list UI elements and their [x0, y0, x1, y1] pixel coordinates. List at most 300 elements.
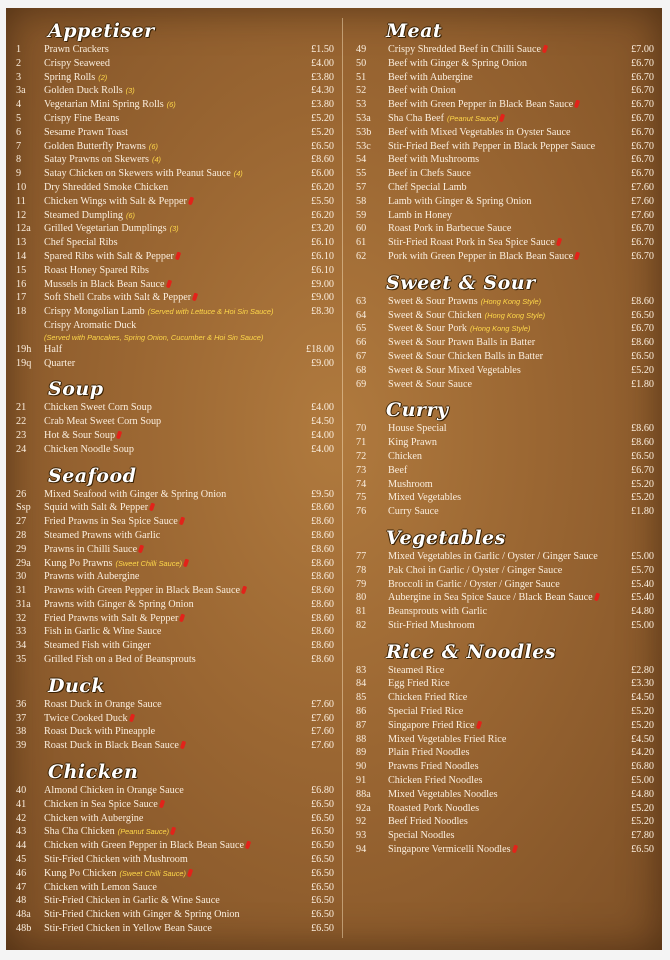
- section-title: Appetiser: [48, 20, 155, 42]
- item-name: Crispy Aromatic Duck: [44, 319, 137, 331]
- item-name-wrap: [388, 505, 631, 519]
- item-number: 3: [16, 71, 22, 83]
- item-price: £6.20: [311, 209, 334, 221]
- menu-item: [10, 112, 338, 126]
- item-name-wrap: [44, 653, 311, 667]
- item-name: Fried Prawns in Sea Spice Sauce: [44, 516, 178, 528]
- chilli-icon: [128, 713, 134, 722]
- item-number: 39: [16, 740, 27, 752]
- item-number: 55: [356, 168, 367, 180]
- menu-item: [10, 84, 338, 98]
- menu-item: [10, 140, 338, 154]
- item-number: 88a: [356, 788, 371, 800]
- item-name-wrap: [388, 98, 631, 112]
- section-title: Vegetables: [386, 526, 506, 549]
- item-name-wrap: [388, 222, 631, 236]
- item-name-wrap: [44, 698, 311, 712]
- item-price: £5.00: [631, 619, 654, 631]
- item-price: £6.50: [631, 450, 654, 462]
- item-name-wrap: [44, 598, 311, 612]
- item-price: £5.40: [631, 578, 654, 590]
- section-title: Curry: [386, 399, 449, 422]
- item-number: 50: [356, 57, 367, 69]
- item-name: Beef in Chefs Sauce: [388, 168, 471, 180]
- menu-item: [348, 436, 658, 450]
- item-price: £8.60: [311, 154, 334, 166]
- item-name-wrap: [44, 625, 311, 639]
- menu-item: [10, 501, 338, 515]
- item-name-wrap: [388, 705, 631, 719]
- item-name: Mixed Vegetables: [388, 492, 462, 504]
- item-name-wrap: [44, 71, 311, 85]
- item-price: £5.40: [631, 592, 654, 604]
- item-name-wrap: [44, 557, 311, 571]
- item-number: 68: [356, 364, 367, 376]
- item-name: Spared Ribs with Salt & Pepper: [44, 250, 174, 262]
- item-number: 9: [16, 168, 22, 180]
- item-number: 90: [356, 761, 367, 773]
- item-name: Stir-Fried Roast Pork in Sea Spice Sauce: [388, 237, 555, 249]
- chilli-icon: [165, 279, 171, 288]
- item-name-wrap: [388, 815, 631, 829]
- item-name-wrap: [44, 167, 311, 181]
- item-name: Pak Choi in Garlic / Oyster / Ginger Sauce: [388, 564, 563, 576]
- item-price: £8.60: [631, 337, 654, 349]
- item-name-wrap: [388, 84, 631, 98]
- item-price: £8.60: [311, 612, 334, 624]
- item-number: 21: [16, 402, 27, 414]
- item-number: 51: [356, 71, 367, 83]
- item-price: £8.60: [311, 502, 334, 514]
- item-name-wrap: [388, 350, 631, 364]
- chilli-icon: [180, 741, 186, 750]
- item-number: 10: [16, 181, 27, 193]
- item-name: House Special: [388, 423, 447, 435]
- item-price: £6.70: [631, 71, 654, 83]
- section-vegetables: [348, 526, 658, 633]
- item-number: 84: [356, 678, 367, 690]
- left-column: [10, 22, 338, 936]
- chilli-icon: [187, 868, 193, 877]
- item-name: Chicken with Lemon Sauce: [44, 881, 157, 893]
- item-number: 40: [16, 785, 27, 797]
- section-title: Soup: [48, 378, 104, 401]
- item-note: (6): [166, 100, 176, 110]
- item-note: (Hong Kong Style): [469, 324, 531, 334]
- menu-item: [10, 922, 338, 936]
- item-name-wrap: [44, 357, 311, 371]
- item-name-wrap: [44, 894, 311, 908]
- item-name: Sweet & Sour Chicken: [388, 309, 482, 321]
- item-name: Soft Shell Crabs with Salt & Pepper: [44, 292, 192, 304]
- item-name-wrap: [44, 126, 311, 140]
- item-number: 35: [16, 654, 27, 666]
- item-number: 52: [356, 85, 367, 97]
- item-name: Chef Special Ribs: [44, 237, 118, 249]
- menu-item: [348, 112, 658, 126]
- item-name-wrap: [44, 867, 311, 881]
- item-name: Beef with Mushrooms: [388, 154, 480, 166]
- item-price: £5.20: [631, 706, 654, 718]
- item-number: 60: [356, 223, 367, 235]
- item-price: £8.60: [311, 557, 334, 569]
- item-price: £8.60: [311, 598, 334, 610]
- section-title: Sweet & Sour: [386, 271, 536, 294]
- item-name-wrap: [44, 57, 311, 71]
- item-name-wrap: [44, 98, 311, 112]
- item-name: Lamb with Ginger & Spring Onion: [388, 195, 532, 207]
- item-name-wrap: [44, 584, 311, 598]
- item-price: £7.60: [631, 195, 654, 207]
- item-price: £8.60: [311, 529, 334, 541]
- item-number: 73: [356, 464, 367, 476]
- item-price: £6.70: [631, 237, 654, 249]
- item-name-wrap: [388, 112, 631, 126]
- item-note: (2): [98, 72, 108, 82]
- column-divider: [342, 18, 343, 938]
- item-price: £1.50: [311, 44, 334, 55]
- item-name-wrap: [44, 264, 311, 278]
- item-number: 69: [356, 378, 367, 390]
- item-note: (6): [148, 141, 158, 151]
- item-price: £8.60: [631, 437, 654, 449]
- menu-item: [10, 264, 338, 278]
- item-number: 28: [16, 529, 27, 541]
- item-number: 62: [356, 250, 367, 262]
- menu-page: [6, 8, 662, 950]
- item-number: 94: [356, 844, 367, 856]
- item-price: £4.80: [631, 788, 654, 800]
- item-number: 38: [16, 726, 27, 738]
- item-number: 61: [356, 237, 367, 249]
- item-number: 48b: [16, 923, 32, 935]
- item-name: Roast Duck in Orange Sauce: [44, 698, 162, 710]
- section-title: Duck: [48, 674, 106, 697]
- item-price: £9.50: [311, 488, 334, 500]
- item-name-wrap: [388, 564, 631, 578]
- menu-item: [10, 43, 338, 57]
- item-name: Beef with Ginger & Spring Onion: [388, 57, 527, 69]
- item-name-wrap: [44, 250, 311, 264]
- item-price: £5.20: [631, 364, 654, 376]
- menu-item: [348, 181, 658, 195]
- item-name: Mixed Vegetables Fried Rice: [388, 733, 507, 745]
- item-number: 3a: [16, 85, 26, 97]
- item-number: 5: [16, 112, 22, 124]
- item-name-wrap: [388, 464, 631, 478]
- item-name: Singapore Fried Rice: [388, 719, 475, 731]
- item-name: Prawns with Ginger & Spring Onion: [44, 598, 194, 610]
- menu-item: [348, 364, 658, 378]
- menu-item: [348, 84, 658, 98]
- item-number: 47: [16, 881, 27, 893]
- item-number: 87: [356, 719, 367, 731]
- item-name-wrap: [388, 57, 631, 71]
- item-name: Roast Duck with Pineapple: [44, 726, 156, 738]
- item-price: £6.50: [311, 840, 334, 852]
- item-number: 54: [356, 154, 367, 166]
- item-name-wrap: [388, 422, 631, 436]
- item-name: Special Noodles: [388, 830, 455, 842]
- item-name: Squid with Salt & Pepper: [44, 502, 149, 514]
- menu-item: [348, 167, 658, 181]
- item-name-wrap: [44, 153, 311, 167]
- item-note: (Peanut Sauce): [117, 827, 170, 837]
- menu-item: [348, 505, 658, 519]
- section-rice-and-noodles: [348, 640, 658, 857]
- item-price: £5.20: [631, 478, 654, 490]
- item-name: Chicken Wings with Salt & Pepper: [44, 195, 187, 207]
- item-price: £6.10: [311, 264, 334, 276]
- item-name-wrap: [44, 140, 311, 154]
- item-price: £2.80: [631, 664, 654, 676]
- item-name-wrap: [388, 181, 631, 195]
- item-number: 82: [356, 619, 367, 631]
- item-name-wrap: [44, 725, 311, 739]
- section-sweet-and-sour: [348, 271, 658, 392]
- chilli-icon: [170, 827, 176, 836]
- item-price: £4.30: [311, 85, 334, 97]
- item-name: Beef with Onion: [388, 85, 456, 97]
- item-price: £4.20: [631, 747, 654, 759]
- menu-item: [10, 529, 338, 543]
- item-number: 48a: [16, 909, 31, 921]
- chilli-icon: [116, 430, 122, 439]
- item-price: £6.70: [631, 99, 654, 111]
- item-name-wrap: [388, 295, 631, 309]
- item-name: Roast Honey Spared Ribs: [44, 264, 149, 276]
- item-name-wrap: [44, 429, 311, 443]
- menu-item: [348, 195, 658, 209]
- item-name-wrap: [44, 881, 311, 895]
- item-name: Crispy Mongolian Lamb: [44, 306, 145, 318]
- item-name: Kung Po Chicken: [44, 867, 117, 879]
- item-name: Aubergine in Sea Spice Sauce / Black Bean Sauce: [388, 592, 593, 604]
- menu-item: [348, 677, 658, 691]
- item-name: Stir-Fried Chicken in Garlic & Wine Sauce: [44, 895, 220, 907]
- item-price: £6.70: [631, 250, 654, 262]
- item-number: 75: [356, 492, 367, 504]
- item-price: £6.50: [311, 812, 334, 824]
- item-name-wrap: [388, 619, 631, 633]
- item-name: Vegetarian Mini Spring Rolls: [44, 99, 164, 111]
- menu-item: [348, 71, 658, 85]
- section-meat: [348, 22, 658, 264]
- menu-item: [10, 443, 338, 457]
- menu-item: [348, 153, 658, 167]
- item-number: 42: [16, 812, 27, 824]
- menu-item: [10, 825, 338, 839]
- item-note: (Hong Kong Style): [480, 296, 542, 306]
- menu-item: [348, 664, 658, 678]
- item-name: King Prawn: [388, 437, 437, 449]
- menu-item: [348, 250, 658, 264]
- menu-item: [10, 712, 338, 726]
- menu-item: [348, 140, 658, 154]
- item-name-wrap: [388, 236, 631, 250]
- chilli-icon: [138, 544, 144, 553]
- item-price: £7.60: [311, 712, 334, 724]
- item-price: £1.80: [631, 506, 654, 518]
- menu-item: [10, 639, 338, 653]
- menu-item: [10, 319, 338, 343]
- item-number: 31a: [16, 598, 31, 610]
- item-price: £6.70: [631, 464, 654, 476]
- chilli-icon: [475, 720, 481, 729]
- item-name-wrap: [388, 209, 631, 223]
- menu-item: [348, 843, 658, 857]
- item-name: Sweet & Sour Mixed Vegetables: [388, 364, 521, 376]
- item-name-wrap: [388, 719, 631, 733]
- item-price: £6.70: [631, 126, 654, 138]
- item-number: 86: [356, 706, 367, 718]
- item-name: Beef Fried Noodles: [388, 816, 468, 828]
- item-price: £8.60: [311, 654, 334, 666]
- item-price: £5.20: [631, 719, 654, 731]
- chilli-icon: [574, 252, 580, 261]
- menu-item: [348, 733, 658, 747]
- item-name-wrap: [388, 250, 631, 264]
- item-number: 89: [356, 747, 367, 759]
- item-name: Broccoli in Garlic / Oyster / Ginger Sauce: [388, 578, 560, 590]
- item-price: £8.60: [631, 295, 654, 307]
- item-name-wrap: [44, 443, 311, 457]
- item-name-wrap: [388, 43, 631, 57]
- menu-item: [348, 788, 658, 802]
- item-name: Mixed Vegetables Noodles: [388, 788, 498, 800]
- item-number: 26: [16, 488, 27, 500]
- menu-item: [10, 515, 338, 529]
- item-name-wrap: [388, 677, 631, 691]
- item-name: Chef Special Lamb: [388, 181, 467, 193]
- item-price: £5.20: [311, 112, 334, 124]
- item-name-wrap: [44, 195, 311, 209]
- item-name: Sesame Prawn Toast: [44, 126, 128, 138]
- item-name-wrap: [388, 774, 631, 788]
- item-name-wrap: [44, 236, 311, 250]
- item-number: 48: [16, 895, 27, 907]
- item-price: £6.70: [631, 168, 654, 180]
- item-price: £6.00: [311, 168, 334, 180]
- item-name: Stir-Fried Mushroom: [388, 619, 475, 631]
- item-number: 1: [16, 44, 22, 55]
- item-price: £6.10: [311, 237, 334, 249]
- item-name-wrap: [44, 812, 311, 826]
- item-number: 17: [16, 292, 27, 304]
- item-price: £7.60: [311, 698, 334, 710]
- item-name-wrap: [44, 784, 311, 798]
- item-name-wrap: [388, 153, 631, 167]
- item-name: Mushroom: [388, 478, 433, 490]
- chilli-icon: [179, 613, 185, 622]
- item-name: Mixed Seafood with Ginger & Spring Onion: [44, 488, 227, 500]
- item-price: £8.60: [311, 640, 334, 652]
- item-price: £5.00: [631, 550, 654, 562]
- menu-item: [348, 591, 658, 605]
- item-name-wrap: [44, 488, 311, 502]
- item-name: Beef with Aubergine: [388, 71, 473, 83]
- item-name: Chicken Sweet Corn Soup: [44, 402, 152, 414]
- item-name: Golden Duck Rolls: [44, 85, 123, 97]
- item-number: 23: [16, 429, 27, 441]
- item-number: 85: [356, 692, 367, 704]
- item-price: £7.00: [631, 44, 654, 55]
- menu-item: [348, 336, 658, 350]
- item-price: £6.50: [311, 140, 334, 152]
- menu-item: [10, 305, 338, 319]
- item-name-wrap: [44, 181, 311, 195]
- item-name: Dry Shredded Smoke Chicken: [44, 181, 169, 193]
- item-number: 53b: [356, 126, 372, 138]
- item-number: 92: [356, 816, 367, 828]
- menu-item: [10, 543, 338, 557]
- section-title: Rice & Noodles: [386, 640, 557, 663]
- item-number: 57: [356, 181, 367, 193]
- item-name: Chicken Noodle Soup: [44, 443, 134, 455]
- item-name: Curry Sauce: [388, 506, 439, 518]
- menu-item: [10, 415, 338, 429]
- item-name-wrap: [44, 84, 311, 98]
- menu-item: [10, 357, 338, 371]
- item-number: 79: [356, 578, 367, 590]
- item-name-wrap: [44, 739, 311, 753]
- item-name: Sweet & Sour Prawn Balls in Batter: [388, 337, 536, 349]
- chilli-icon: [188, 196, 194, 205]
- item-price: £4.80: [631, 606, 654, 618]
- item-number: 16: [16, 278, 27, 290]
- item-number: 59: [356, 209, 367, 221]
- item-name: Roasted Pork Noodles: [388, 802, 480, 814]
- item-price: £6.50: [311, 867, 334, 879]
- item-note: (Peanut Sauce): [447, 113, 499, 123]
- menu-item: [348, 829, 658, 843]
- item-name-wrap: [44, 209, 311, 223]
- item-number: 19h: [16, 343, 32, 355]
- item-price: £4.00: [311, 402, 334, 414]
- item-name-wrap: [44, 291, 311, 305]
- menu-item: [348, 746, 658, 760]
- item-number: 81: [356, 606, 367, 618]
- item-price: £7.80: [631, 830, 654, 842]
- chilli-icon: [556, 238, 562, 247]
- item-price: £6.80: [311, 785, 334, 797]
- item-name: Satay Chicken on Skewers with Peanut Sauce: [44, 168, 231, 180]
- item-name: Chicken with Green Pepper in Black Bean Sauce: [44, 840, 245, 852]
- item-price: £6.70: [631, 154, 654, 166]
- item-price: £3.80: [311, 71, 334, 83]
- item-price: £3.80: [311, 99, 334, 111]
- menu-item: [348, 295, 658, 309]
- item-price: £6.50: [311, 798, 334, 810]
- menu-item: [10, 725, 338, 739]
- item-number: 46: [16, 867, 27, 879]
- menu-item: [348, 236, 658, 250]
- item-price: £4.00: [311, 57, 334, 69]
- item-name: Twice Cooked Duck: [44, 712, 128, 724]
- item-name-wrap: [388, 802, 631, 816]
- item-number: 77: [356, 550, 367, 562]
- item-name: Beef with Mixed Vegetables in Oyster Sauce: [388, 126, 571, 138]
- item-name: Beef with Green Pepper in Black Bean Sauce: [388, 99, 574, 111]
- item-name: Grilled Vegetarian Dumplings: [44, 223, 167, 235]
- item-name-wrap: [44, 343, 306, 357]
- item-name-wrap: [44, 612, 311, 626]
- item-price: £9.00: [311, 292, 334, 304]
- menu-item: [348, 619, 658, 633]
- chilli-icon: [175, 252, 181, 261]
- menu-item: [10, 812, 338, 826]
- item-subnote: (Served with Pancakes, Spring Onion, Cucumber & Hoi Sin Sauce): [44, 332, 264, 342]
